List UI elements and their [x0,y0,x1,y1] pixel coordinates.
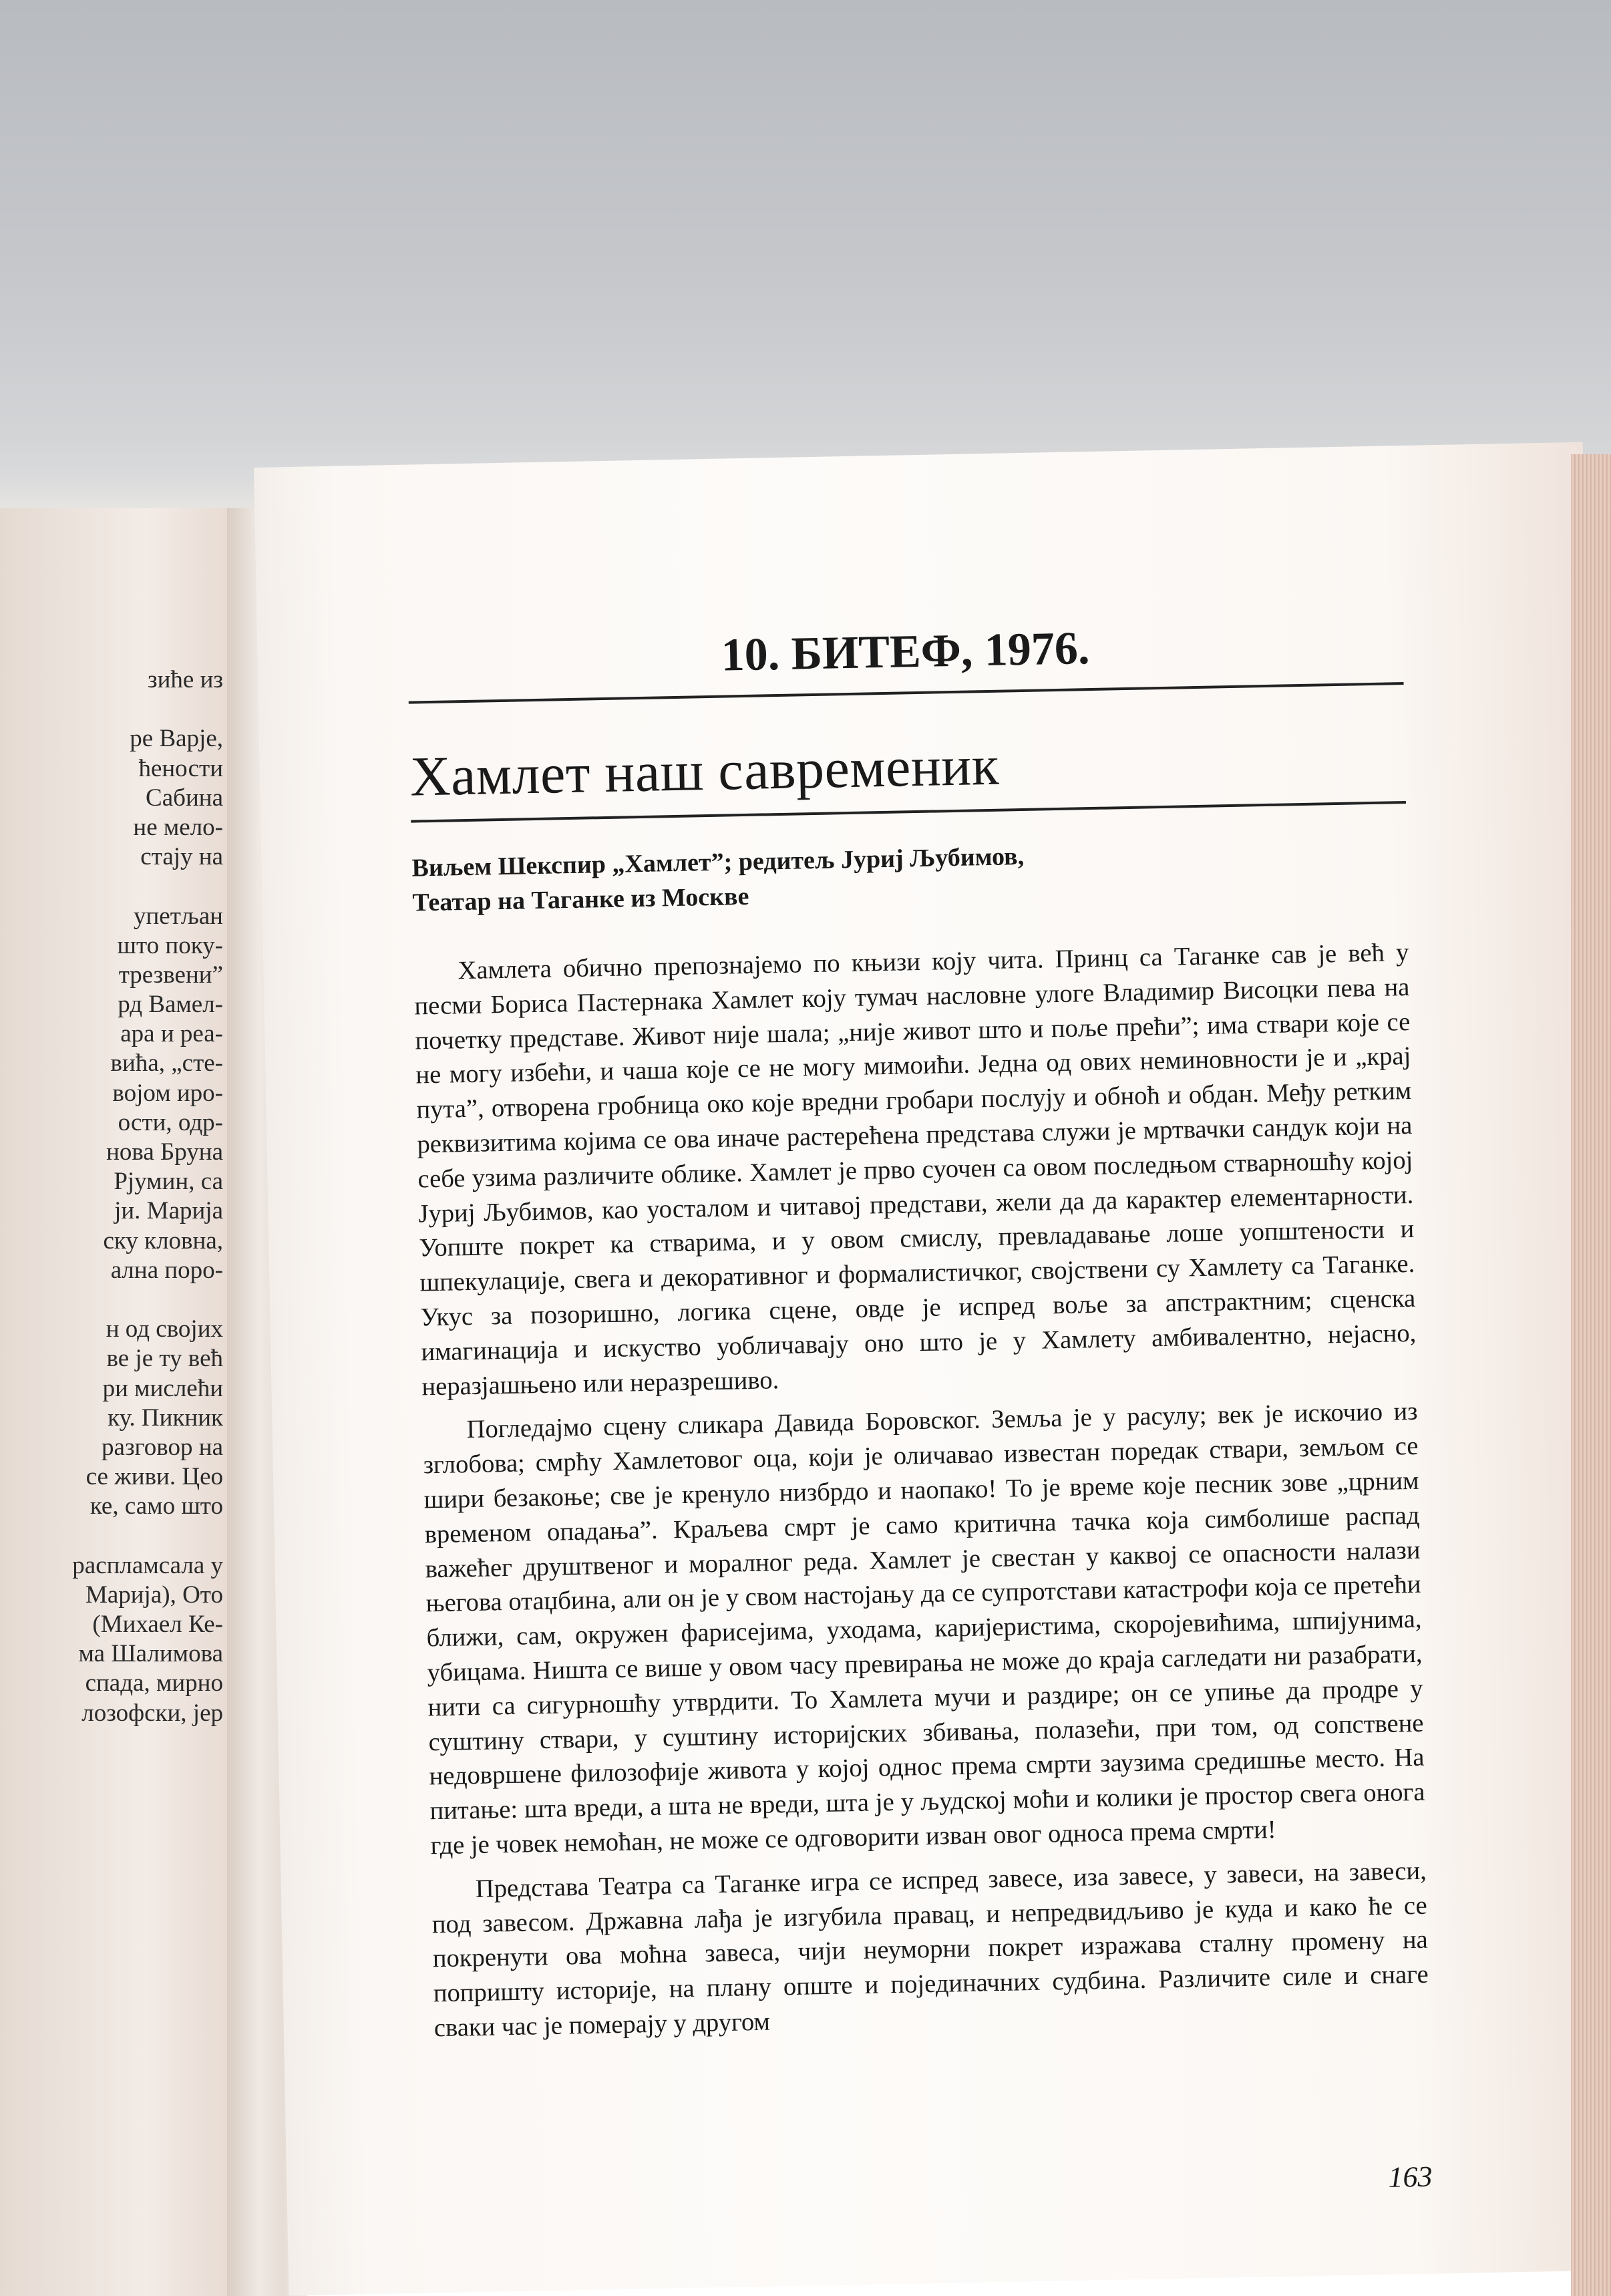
subtitle-line: Виљем Шекспир „Хамлет”; редитељ Јуриј Љубимов, [411,842,1025,882]
left-page-line: ма Шалимова [78,1640,223,1668]
left-page-line: ји. Марија [114,1197,223,1225]
left-page-line: спада, мирно [85,1669,223,1697]
chapter-heading: 10. БИТЕФ, 1976. [720,623,1091,681]
page-content [407,613,1429,2046]
left-page-text [0,665,223,1728]
left-page-line: ве је ту већ [106,1345,223,1373]
page-number: 163 [1387,2160,1433,2194]
left-page-line: распламсала у [72,1551,223,1579]
left-page-line [0,695,223,724]
scanner-background [0,0,1611,521]
article-subtitle [411,832,1408,921]
left-page-line: ална поро- [110,1256,223,1284]
left-page-line: лозофски, јер [81,1699,223,1727]
left-page-line: војом иро- [112,1079,223,1107]
body-paragraph: Хамлета обично препознајемо по књизи коју чита. Принц са Таганке сав је већ у песми Бориса Пастернака Хамлет коју тумач насловне улоге Владимир Висоцки пева на почетку представе. Живот није шала; „није живот што и поље прећи”; има ствари које се не могу избећи, и чаша које се не могу мимоићи. Једна од ових неминовности је и „крај пута”, отворена гробница око које вредни гробари послују и обноћ и обдан. Међу ретким реквизитима којима се ова иначе растерећена представа служи је мртвачки сандук који на себе узима различите облике. Хамлет је прво суочен са овом последњом стварношћу којој Јуриј Љубимов, као уосталом и читавој представи, жели да да карактер елементарности. Уопште покрет ка стварима, и у овом смислу, превладавање лоше уопштености и шпекулације, свега и декоративног и формалистичког, својствени су Хамлету са Таганке. Укус за позоришно, логика сцене, овде је испред воље за апстрактним; сценска имагинација и искуство уобличавају оно што је у Хамлету амбивалентно, нејасно, неразјашњено или неразрешиво. [414,938,1417,1401]
left-page-line [0,1285,223,1315]
left-page-line: ара и реа- [120,1020,223,1048]
left-page-line: зиће из [147,666,223,693]
left-page-line: се живи. Цео [85,1463,223,1491]
left-page-line: нова Бруна [106,1138,223,1166]
article-title: Хамлет наш савременик [409,734,1000,808]
left-page-line: ку. Пикник [108,1404,223,1432]
left-page-line: рд Вамел- [118,991,223,1019]
left-page-line: ости, одр- [118,1108,223,1136]
left-page-line: не мело- [133,813,223,841]
left-page-line: трезвени” [118,961,223,989]
body-paragraph: Погледајмо сцену сликара Давида Боровског. Земља је у расулу; век је искочио из зглобова; смрћу Хамлетовог оца, који је оличавао известан поредак ствари, земљом се шири безакоње; све је кренуло низбрдо и наопако! То је време које песник зове „црним временом опадања”. Краљева смрт је само критична тачка која симболише распад важећег друштвеног и моралног реда. Хамлет је свестан у каквој се опасности налази његова отаџбина, али он је у свом настојању да се супротстави катастрофи која се претећи ближи, сам, окружен фарисејима, уходама, каријеристима, скоројевићима, шпијунима, убицама. Ништа се више у овом часу превирања не може до краја сагледати ни разабрати, нити са сигурношћу утврдити. То Хамлета мучи и раздире; он се упиње да продре у суштину ствари, у суштину историјских збивања, полазећи, при том, од сопствене недовршене филозофије живота у којој однос према смрти заузима средишње место. На питање: шта вреди, а шта не вреди, шта је у људској моћи и колики је простор свега онога где је човек немоћан, не може се одговорити изван овог односа према смрти! [423,1398,1425,1860]
subtitle-line: Театар на Таганке из Москве [412,882,749,917]
left-page-line: ри мислећи [102,1374,223,1402]
left-page-line: упетљан [133,902,223,930]
left-page-line: Сабина [146,784,223,812]
left-page-line: разговор на [102,1433,223,1461]
left-page-line: н од својих [106,1315,223,1343]
left-page-line: ке, само што [90,1492,223,1520]
body-paragraph: Представа Театра са Таганке игра се испред завесе, иза завесе, у завеси, на завеси, под завесом. Државна лађа је изгубила правац, и непредвидљиво је куда и како ће се покренути ова моћна завеса, чији неуморни покрет изражава сталну промену на попришту историје, на плану опште и појединачних судбина. Различите силе и снаге сваки час је померају у другом [431,1856,1429,2043]
left-page-line: Рјумин, са [114,1168,223,1196]
page-edges [1571,454,1611,2296]
left-page-line: вића, „сте- [110,1049,223,1078]
left-page-line: стају на [140,843,223,871]
left-page-line: што поку- [117,931,223,959]
left-page-line [0,1521,223,1550]
left-page-line: ре Варје, [130,725,223,753]
left-page-line: ћености [138,754,223,782]
left-page-line: (Михаел Ке- [92,1611,223,1638]
left-page-line: Марија), Ото [85,1581,223,1609]
left-page-line [0,872,223,901]
right-page [254,442,1611,2296]
left-page-line: ску кловна, [103,1226,223,1255]
